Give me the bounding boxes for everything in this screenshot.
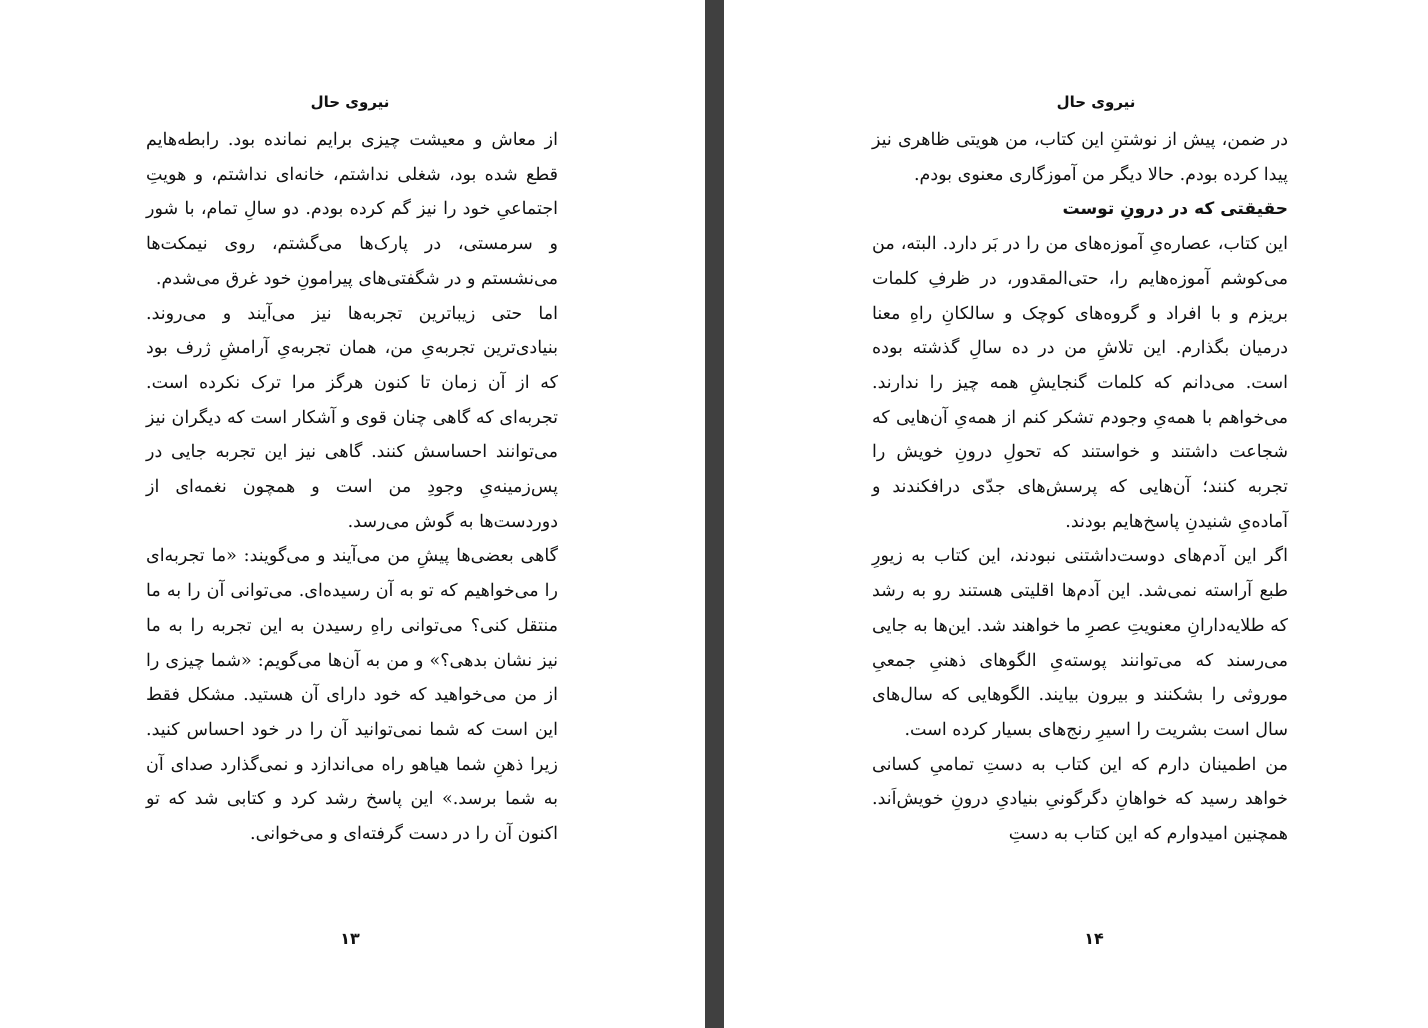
paragraph: در ضمن، پیش از نوشتنِ این کتاب، من هویتی ظاهری نیز پیدا کرده بودم. حالا دیگر من آموزگاری معنوی بودم. — [872, 130, 1288, 185]
paragraph: گاهی بعضی‌ها پیشِ من می‌آیند و می‌گویند: «ما تجربه‌ای را می‌خواهیم که تو به آن رسیده‌ای. می‌توانی آن را به ما منتقل کنی؟ می‌توانی راهِ رسیدن به این تجربه را به ما نیز نشان بدهی؟» و من به آن‌ها می‌گویم: «شما چیزی را از من می‌خواهید که خود دارای آن هستید. مشکل فقط این است که شما نمی‌توانید آن را در خود احساس کنید. زیرا ذهنِ شما هیاهو راه می‌اندازد و نمی‌گذارد صدای آن به شما برسد.» این پاسخ رشد کرد و کتابی شد که تو اکنون آن را در دست گرفته‌ای و می‌خوانی. — [146, 546, 558, 845]
paragraph: اما حتی زیباترین تجربه‌ها نیز می‌آیند و می‌روند. بنیادی‌ترین تجربه‌یِ من، همان تجربه‌یِ آرامشِ ژرف بود که از آن زمان تا کنون هرگز مرا ترک نکرده است. تجربه‌ای که گاهی چنان قوی و آشکار است که دیگران نیز می‌توانند احساسش کنند. گاهی نیز این تجربه جایی در پس‌زمینه‌یِ وجودِ من است و همچون نغمه‌ای از دوردست‌ها به گوش می‌رسد. — [146, 303, 558, 532]
running-head: نیروی حال — [310, 93, 390, 111]
right-page — [724, 0, 1428, 1028]
page-number: ۱۴ — [1084, 929, 1104, 948]
paragraph: اگر این آدم‌های دوست‌داشتنی نبودند، این کتاب به زیورِ طبع آراسته نمی‌شد. این آدم‌ها اقلیتی هستند رو به رشد که طلایه‌دارانِ معنویتِ عصرِ ما خواهند شد. این‌ها به جایی می‌رسند که می‌توانند پوسته‌یِ الگوهای ذهنیِ جمعیِ موروثی را بشکنند و بیرون بیایند. الگوهایی که سال‌های سال است بشریت را اسیرِ رنج‌های بسیار کرده است. — [872, 546, 1288, 740]
paragraph: این کتاب، عصاره‌یِ آموزه‌های من را در بَر دارد. البته، من می‌کوشم آموزه‌هایم را، حتی‌المقدور، در ظرفِ کلمات بریزم و با افراد و گروه‌های کوچک و سالکانِ راهِ معنا درمیان بگذارم. این تلاشِ من در ده سالِ گذشته بوده است. می‌دانم که کلمات گنجایشِ همه چیز را ندارند. می‌خواهم با همه‌یِ وجودم تشکر کنم از همه‌یِ آن‌هایی که شجاعت داشتند و خواستند که تحولِ درونِ خویش را تجربه کنند؛ آن‌هایی که پرسش‌های جدّی درافکندند و آماده‌یِ شنیدنِ پاسخ‌هایم بودند. — [872, 234, 1288, 532]
book-gutter — [705, 0, 724, 1028]
page-body — [872, 123, 1288, 852]
section-heading: حقیقتی که در درونِ توست — [1062, 199, 1288, 220]
left-page — [0, 0, 705, 1028]
page-body — [146, 123, 558, 852]
paragraph: از معاش و معیشت چیزی برایم نمانده بود. رابطه‌هایم قطع شده بود، شغلی نداشتم، خانه‌ای نداشتم، و هویتِ اجتماعیِ خود را نیز گم کرده بودم. دو سالِ تمام، با شور و سرمستی، در پارک‌ها می‌گشتم، روی نیمکت‌ها می‌نشستم و در شگفتی‌های پیرامونِ خود غرق می‌شدم. — [146, 130, 558, 289]
paragraph: من اطمینان دارم که این کتاب به دستِ تمامیِ کسانی خواهد رسید که خواهانِ دگرگونیِ بنیادیِ درونِ خویش‌اَند. همچنین امیدوارم که این کتاب به دستِ — [872, 754, 1288, 845]
page-number: ۱۳ — [340, 929, 360, 948]
running-head: نیروی حال — [1056, 93, 1136, 111]
